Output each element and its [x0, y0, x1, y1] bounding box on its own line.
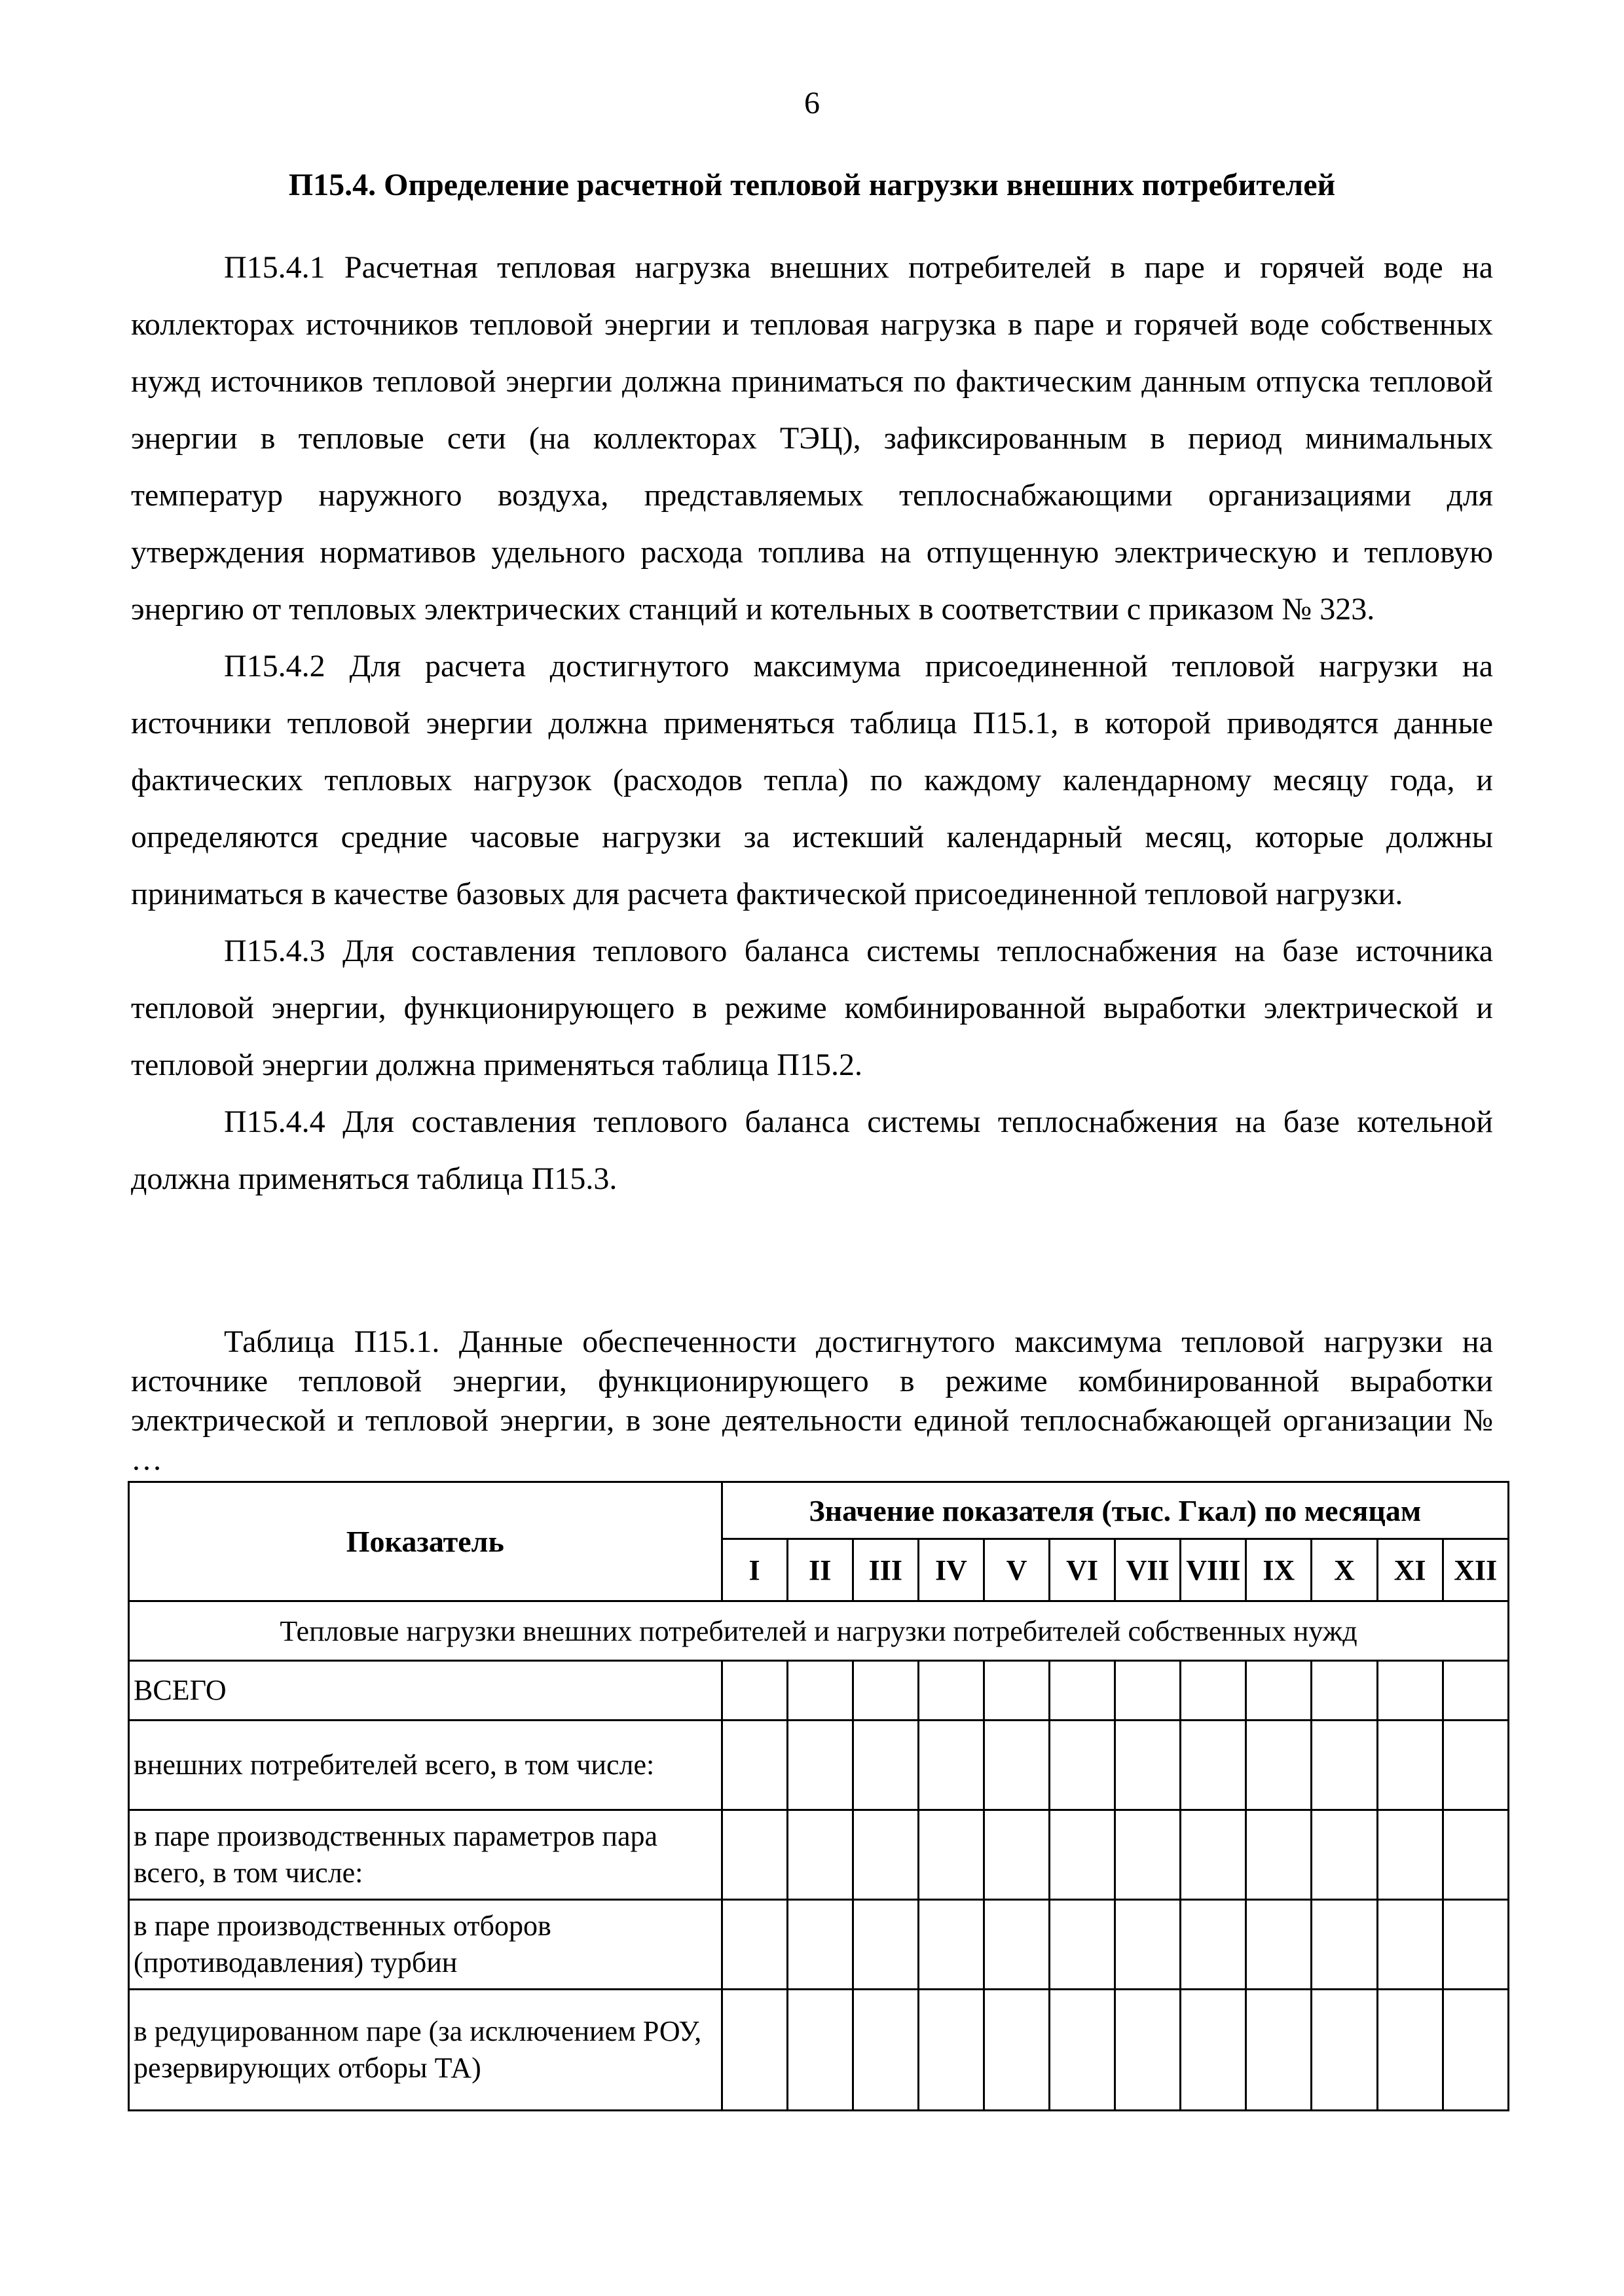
value-cell	[1115, 1810, 1181, 1900]
row-label: в редуцированном паре (за исключением РОУ, резервирующих отборы ТА)	[129, 1990, 722, 2111]
value-cell	[1377, 1721, 1443, 1810]
value-cell	[918, 1661, 984, 1721]
table-section-row	[129, 1601, 1509, 1661]
page-number: 6	[804, 86, 820, 120]
value-cell	[1050, 1810, 1115, 1900]
value-cell	[1443, 1990, 1508, 2111]
table-header-row	[129, 1482, 1509, 1539]
month-header: I	[722, 1539, 787, 1601]
value-cell	[722, 1721, 787, 1810]
value-cell	[853, 1900, 918, 1990]
value-cell	[984, 1810, 1049, 1900]
value-cell	[1312, 1900, 1377, 1990]
value-cell	[787, 1810, 853, 1900]
table-caption: Таблица П15.1. Данные обеспеченности достигнутого максимума тепловой нагрузки на источнике тепловой энергии, функционирующего в режиме комбинированной выработки электрической и тепловой энергии, в зоне деятельности единой теплоснабжающей организации № …	[131, 1324, 1493, 1477]
value-cell	[1050, 1990, 1115, 2111]
value-cell	[1443, 1661, 1508, 1721]
month-header: VI	[1050, 1539, 1115, 1601]
value-cell	[1050, 1721, 1115, 1810]
value-cell	[1181, 1661, 1246, 1721]
value-cell	[1377, 1900, 1443, 1990]
header-months-group: Значение показателя (тыс. Гкал) по месяцам	[722, 1482, 1508, 1539]
month-header: III	[853, 1539, 918, 1601]
value-cell	[1050, 1900, 1115, 1990]
value-cell	[1312, 1721, 1377, 1810]
value-cell	[722, 1990, 787, 2111]
value-cell	[918, 1990, 984, 2111]
value-cell	[1246, 1900, 1312, 1990]
row-label: в паре производственных параметров пара всего, в том числе:	[129, 1810, 722, 1900]
row-label: в паре производственных отборов (противодавления) турбин	[129, 1900, 722, 1990]
value-cell	[1115, 1721, 1181, 1810]
month-header: VIII	[1181, 1539, 1246, 1601]
month-header: XII	[1443, 1539, 1508, 1601]
value-cell	[1246, 1990, 1312, 2111]
value-cell	[1377, 1661, 1443, 1721]
value-cell	[853, 1721, 918, 1810]
value-cell	[787, 1661, 853, 1721]
load-table	[128, 1481, 1509, 2111]
table-row	[129, 1990, 1509, 2111]
value-cell	[853, 1661, 918, 1721]
month-header: II	[787, 1539, 853, 1601]
value-cell	[1377, 1990, 1443, 2111]
table-row	[129, 1810, 1509, 1900]
row-label: ВСЕГО	[129, 1661, 722, 1721]
section-row-label: Тепловые нагрузки внешних потребителей и нагрузки потребителей собственных нужд	[129, 1601, 1509, 1661]
table-row	[129, 1900, 1509, 1990]
value-cell	[787, 1721, 853, 1810]
value-cell	[1050, 1661, 1115, 1721]
value-cell	[1115, 1900, 1181, 1990]
value-cell	[1246, 1721, 1312, 1810]
table-row	[129, 1721, 1509, 1810]
table-row	[129, 1661, 1509, 1721]
value-cell	[1246, 1810, 1312, 1900]
value-cell	[1181, 1990, 1246, 2111]
paragraph-15-4-2: П15.4.2 Для расчета достигнутого максимума присоединенной тепловой нагрузки на источники тепловой энергии должна применяться таблица П15.1, в которой приводятся данные фактических тепловых нагрузок (расходов тепла) по каждому календарному месяцу года, и определяются средние часовые нагрузки за истекший календарный месяц, которые должны приниматься в качестве базовых для расчета фактической присоединенной тепловой нагрузки.	[131, 649, 1493, 911]
value-cell	[1181, 1900, 1246, 1990]
month-header: XI	[1377, 1539, 1443, 1601]
value-cell	[787, 1900, 853, 1990]
value-cell	[722, 1900, 787, 1990]
value-cell	[1443, 1721, 1508, 1810]
row-label: внешних потребителей всего, в том числе:	[129, 1721, 722, 1810]
value-cell	[853, 1810, 918, 1900]
value-cell	[918, 1810, 984, 1900]
value-cell	[984, 1661, 1049, 1721]
value-cell	[722, 1661, 787, 1721]
value-cell	[787, 1990, 853, 2111]
header-indicator: Показатель	[129, 1482, 722, 1601]
value-cell	[1312, 1810, 1377, 1900]
value-cell	[918, 1721, 984, 1810]
paragraph-15-4-4: П15.4.4 Для составления теплового баланса системы теплоснабжения на базе котельной должна применяться таблица П15.3.	[131, 1104, 1493, 1196]
month-header: VII	[1115, 1539, 1181, 1601]
month-header: V	[984, 1539, 1049, 1601]
value-cell	[918, 1900, 984, 1990]
section-title: П15.4. Определение расчетной тепловой нагрузки внешних потребителей	[288, 168, 1336, 202]
value-cell	[984, 1721, 1049, 1810]
month-header: IV	[918, 1539, 984, 1601]
month-header: IX	[1246, 1539, 1312, 1601]
value-cell	[1246, 1661, 1312, 1721]
value-cell	[1115, 1990, 1181, 2111]
value-cell	[1377, 1810, 1443, 1900]
paragraph-15-4-3: П15.4.3 Для составления теплового баланса системы теплоснабжения на базе источника тепловой энергии, функционирующего в режиме комбинированной выработки электрической и тепловой энергии должна применяться таблица П15.2.	[131, 934, 1493, 1082]
paragraph-15-4-1: П15.4.1 Расчетная тепловая нагрузка внешних потребителей в паре и горячей воде на коллекторах источников тепловой энергии и тепловая нагрузка в паре и горячей воде собственных нужд источников тепловой энергии должна приниматься по фактическим данным отпуска тепловой энергии в тепловые сети (на коллекторах ТЭЦ), зафиксированным в период минимальных температур наружного воздуха, представляемых теплоснабжающими организациями для утверждения нормативов удельного расхода топлива на отпущенную электрическую и тепловую энергию от тепловых электрических станций и котельных в соответствии с приказом № 323.	[131, 250, 1493, 627]
value-cell	[1443, 1900, 1508, 1990]
value-cell	[1181, 1810, 1246, 1900]
body-text	[131, 239, 1493, 1207]
value-cell	[1312, 1990, 1377, 2111]
value-cell	[984, 1990, 1049, 2111]
month-header: X	[1312, 1539, 1377, 1601]
value-cell	[722, 1810, 787, 1900]
value-cell	[1115, 1661, 1181, 1721]
value-cell	[853, 1990, 918, 2111]
value-cell	[984, 1900, 1049, 1990]
value-cell	[1443, 1810, 1508, 1900]
value-cell	[1312, 1661, 1377, 1721]
value-cell	[1181, 1721, 1246, 1810]
